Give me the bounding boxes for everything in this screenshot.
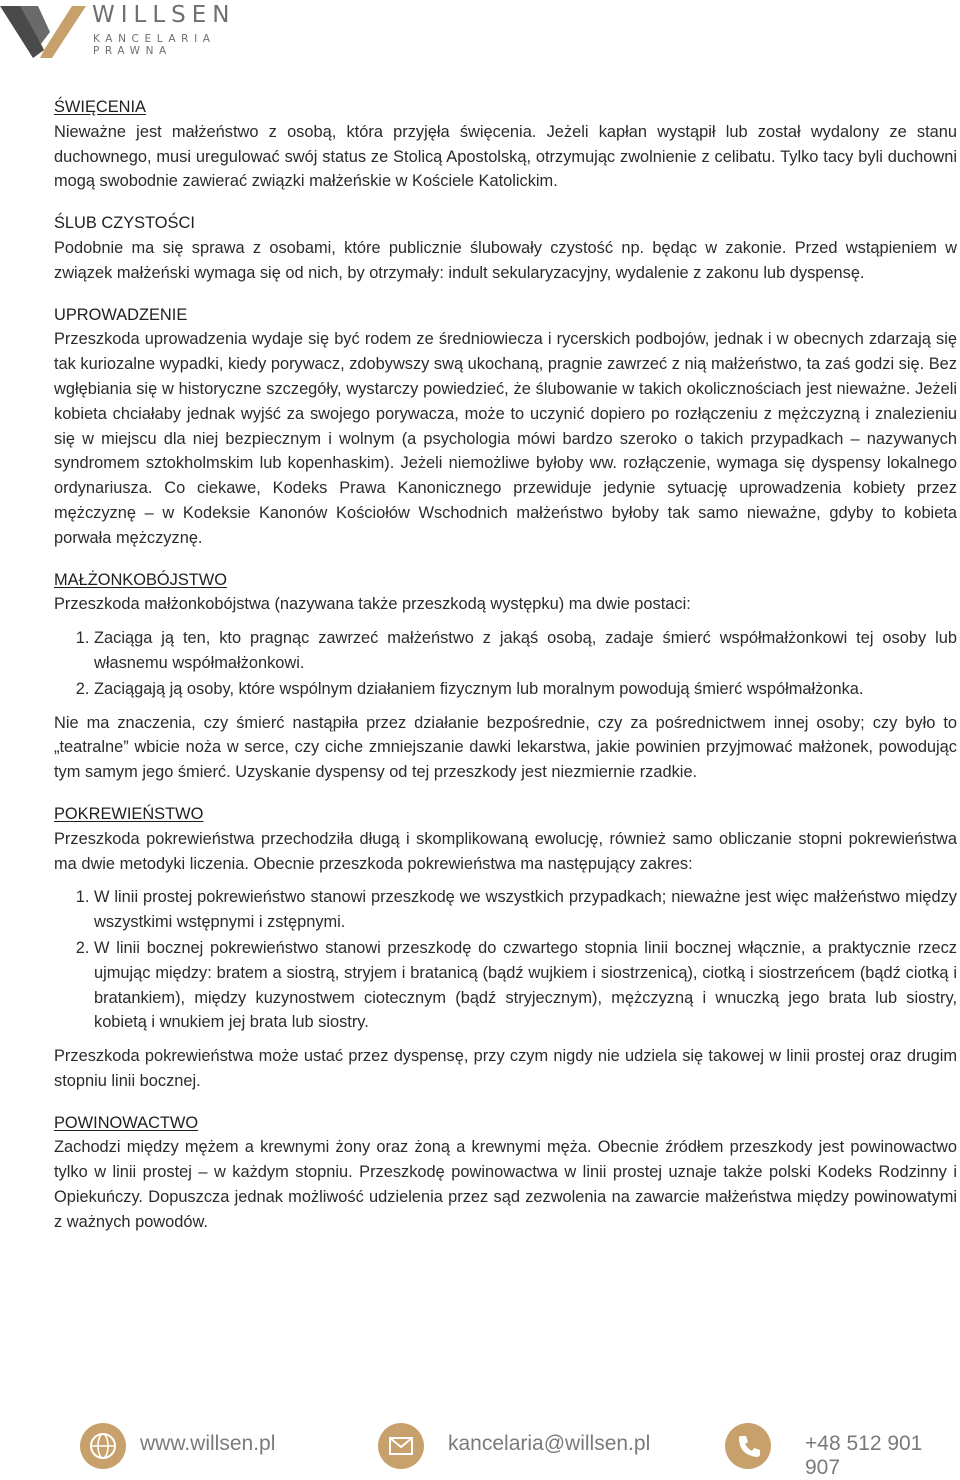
list-item: 2. W linii bocznej pokrewieństwo stanowi przeszkodę do czwartego stopnia linii bocznej włącznie, a praktycznie rzecz ujmując między: bratem a siostrą, stryjem i bratanicą (bądź wujkiem i siostrzenicą), ciotką i siostrzeńcem (bądź ciotką i bratankiem), między kuzynostwem ciotecznym (bądź stryjecznym), mężczyzną i wnuczką jego brata lub siostry, kobietą i wnukiem jej brata lub siostry.	[94, 936, 957, 1035]
globe-icon	[80, 1423, 126, 1469]
section-swiecenia	[54, 95, 957, 194]
list-item: 2. Zaciągają ją osoby, które wspólnym działaniem fizycznym lub moralnym powodują śmierć współmałżonka.	[94, 677, 957, 702]
w-chevron-logo-icon	[0, 0, 86, 58]
section-heading: MAŁŻONKOBÓJSTWO	[54, 570, 228, 589]
section-heading: ŚLUB CZYSTOŚCI	[54, 214, 195, 233]
footer-phone[interactable]: +48 512 901 907	[805, 1432, 923, 1479]
section-paragraph: Podobnie ma się sprawa z osobami, które publicznie ślubowały czystość np. będąc w zakonie. Przed wstąpieniem w związek małżeński wymaga się od nich, by otrzymały: indult sekularyzacyjny, wydalenie z zakonu lub dyspensę.	[54, 238, 957, 282]
section-powinowactwo	[54, 1111, 957, 1235]
envelope-icon	[378, 1423, 424, 1469]
section-paragraph: Zachodzi między mężem a krewnymi żony oraz żoną a krewnymi męża. Obecnie źródłem przeszkody jest powinowactwo tylko w linii prostej – w każdym stopniu. Przeszkodę powinowactwa w linii prostej uznaje także polski Kodeks Rodzinny i Opiekuńczy. Dopuszcza jednak możliwość udzielenia przez sąd zezwolenia na zawarcie małżeństwa między powinowatymi z ważnych powodów.	[54, 1138, 957, 1231]
section-outro: Nie ma znaczenia, czy śmierć nastąpiła przez działanie bezpośrednie, czy za pośrednictwem innej osoby; czy było to „teatralne” wbicie noża w serce, czy ciche zmniejszanie dawki lekarstwa, jakie powinien przyjmować małżonek, powodując tym samym jego śmierć. Uzyskanie dyspensy od tej przeszkody jest niezmiernie rzadkie.	[54, 713, 957, 782]
section-paragraph: Nieważne jest małżeństwo z osobą, która przyjęła święcenia. Jeżeli kapłan wystąpił lub został wydalony ze stanu duchownego, musi uregulować swój status ze Stolicą Apostolską, otrzymując zwolnienie z celibatu. Tylko tacy byli duchowni mogą swobodnie zawierać związki małżeńskie w Kościele Katolickim.	[54, 122, 957, 191]
page-footer	[0, 1412, 960, 1480]
company-logo	[0, 0, 240, 60]
footer-website[interactable]: www.willsen.pl	[140, 1432, 276, 1455]
phone-icon	[725, 1423, 771, 1469]
section-heading: POWINOWACTWO	[54, 1113, 199, 1132]
section-uprowadzenie	[54, 303, 957, 551]
section-intro: Przeszkoda pokrewieństwa przechodziła długą i skomplikowaną ewolucję, również samo obliczanie stopni pokrewieństwa ma dwie metodyki liczenia. Obecnie przeszkoda pokrewieństwa ma następujący zakres:	[54, 829, 957, 873]
brand-subtitle-line1: KANCELARIA	[93, 33, 216, 45]
document-body	[54, 95, 957, 1252]
section-outro: Przeszkoda pokrewieństwa może ustać przez dyspensę, przy czym nigdy nie udziela się takowej w linii prostej oraz drugim stopniu linii bocznej.	[54, 1047, 957, 1090]
section-pokrewienstwo	[54, 802, 957, 1094]
section-malzonkobojstwo	[54, 568, 957, 785]
numbered-list	[54, 626, 957, 701]
section-heading: ŚWIĘCENIA	[54, 98, 146, 116]
list-item: 1. Zaciąga ją ten, kto pragnąc zawrzeć małżeństwo z jakąś osobą, zadaje śmierć współmałżonkowi tej osoby lub własnemu współmałżonkowi.	[94, 626, 957, 676]
brand-subtitle-line2: PRAWNA	[93, 45, 172, 57]
numbered-list	[54, 885, 957, 1035]
section-paragraph: Przeszkoda uprowadzenia wydaje się być rodem ze średniowiecza i rycerskich podbojów, jednak i w obecnych zdarzają się tak kuriozalne wypadki, kiedy porywacz, zdobywszy swą ukochaną, pragnie zawrzeć z nią małżeństwo, ta zaś godzi się. Bez wgłębiania się w historyczne szczegóły, wystarczy powiedzieć, że ślubowanie w takich okolicznościach jest nieważne. Jeżeli kobieta chciałaby jednak wyjść za swojego porywacza, może to uczynić dopiero po rozłączeniu z mężczyzną i znalezieniu się w miejscu dla niej bezpiecznym i wolnym (a psychologia mówi bardzo szeroko o takich przypadkach – nazywanych syndromem sztokholmskim lub kopenhaskim). Jeżeli niemożliwe byłoby ww. rozłączenie, wymaga się dyspensy lokalnego ordynariusza. Co ciekawe, Kodeks Prawa Kanonicznego przewiduje jedynie sytuację uprowadzenia kobiety przez mężczyznę – w Kodeksie Kanonów Kościołów Wschodnich małżeństwo byłoby tak samo nieważne, gdyby to kobieta porwała mężczyznę.	[54, 330, 957, 547]
section-heading: UPROWADZENIE	[54, 305, 188, 324]
list-item: 1. W linii prostej pokrewieństwo stanowi przeszkodę we wszystkich przypadkach; nieważne jest więc małżeństwo między wszystkimi wstępnymi i zstępnymi.	[94, 885, 957, 935]
section-intro: Przeszkoda małżonkobójstwa (nazywana także przeszkodą występku) ma dwie postaci:	[54, 595, 691, 614]
brand-name: WILLSEN	[92, 2, 236, 28]
section-heading: POKREWIEŃSTWO	[54, 804, 204, 823]
section-slub-czystosci	[54, 211, 957, 285]
footer-email[interactable]: kancelaria@willsen.pl	[448, 1432, 651, 1455]
